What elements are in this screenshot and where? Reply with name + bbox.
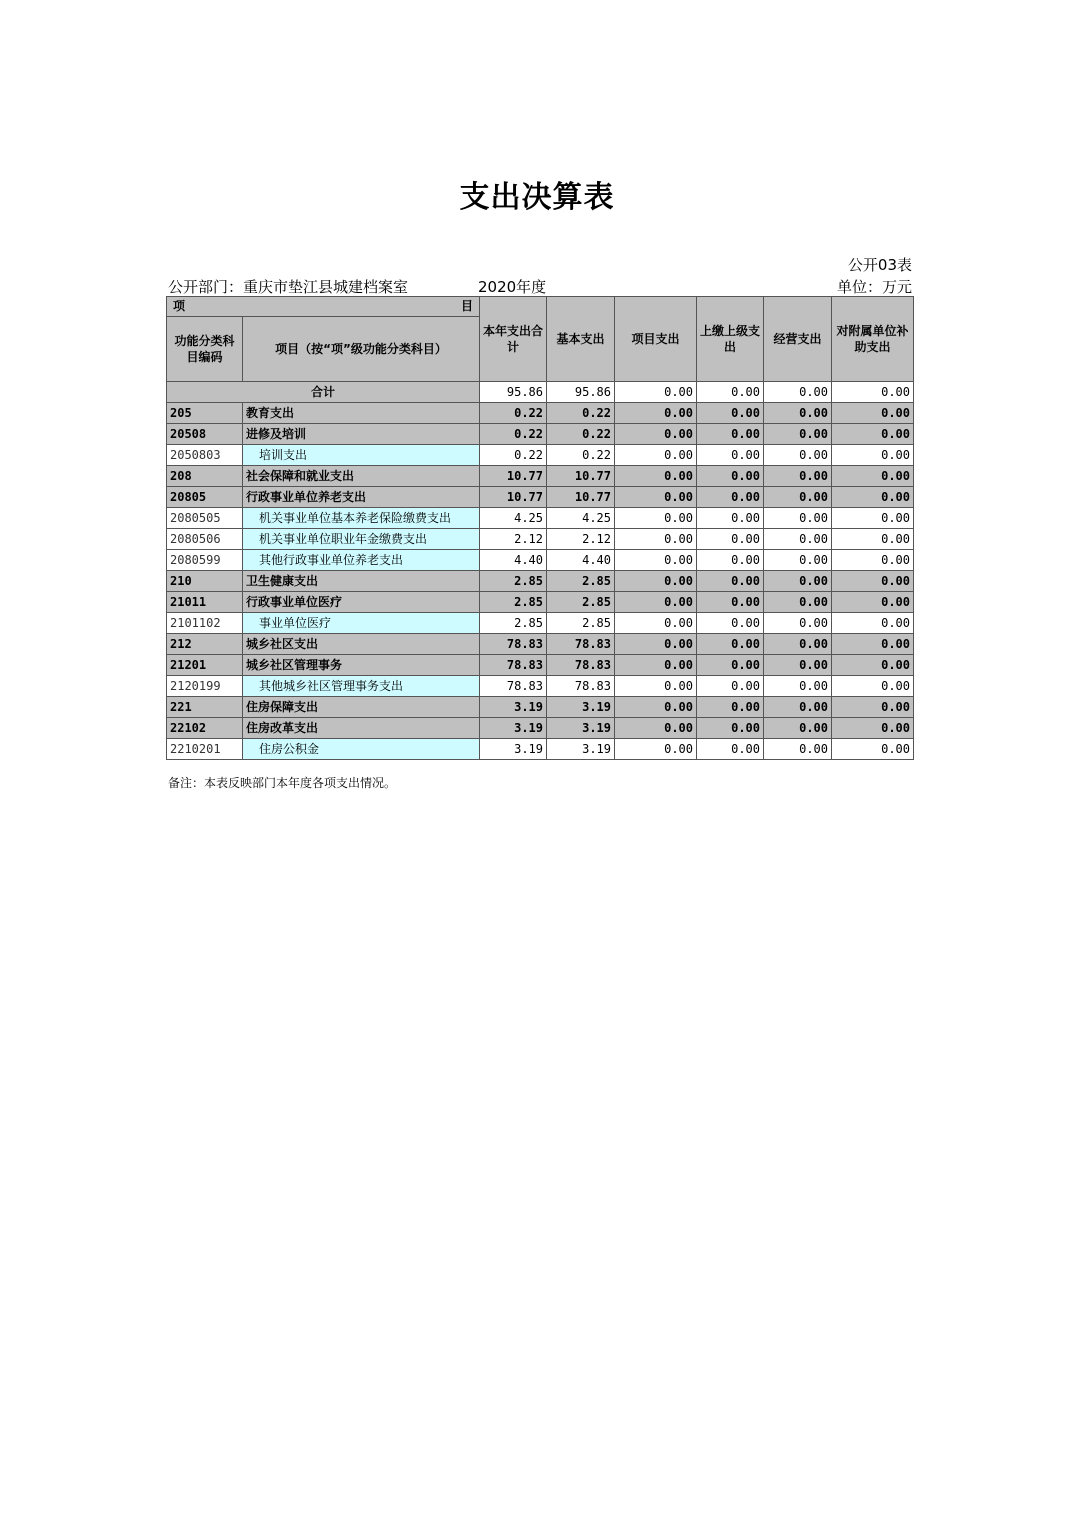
total-row [167,382,914,403]
row-value: 0.00 [615,403,697,424]
row-code: 208 [167,466,243,487]
row-value: 78.83 [480,676,547,697]
row-value: 2.85 [547,592,615,613]
table-row [167,592,914,613]
row-value: 0.00 [615,571,697,592]
row-value: 0.00 [764,424,832,445]
header-code: 功能分类科目编码 [167,316,243,381]
table-row [167,718,914,739]
row-value: 0.00 [697,424,764,445]
row-value: 0.00 [832,592,914,613]
row-name: 培训支出 [243,445,480,466]
row-value: 10.77 [480,466,547,487]
row-value: 0.00 [615,613,697,634]
row-value: 0.00 [764,676,832,697]
total-cell: 0.00 [832,382,914,403]
table-row [167,676,914,697]
page-title: 支出决算表 [459,180,615,215]
header-mu: 目 [460,299,473,314]
row-value: 0.00 [697,592,764,613]
header-subsidiary: 对附属单位补助支出 [832,297,914,382]
row-name: 住房保障支出 [243,697,480,718]
row-value: 0.00 [764,697,832,718]
row-name: 城乡社区管理事务 [243,655,480,676]
row-name: 教育支出 [243,403,480,424]
row-value: 0.00 [832,403,914,424]
table-row [167,508,914,529]
row-value: 0.22 [480,403,547,424]
row-code: 210 [167,571,243,592]
row-name: 行政事业单位医疗 [243,592,480,613]
total-label: 合计 [167,382,480,403]
row-value: 78.83 [480,634,547,655]
total-cell: 0.00 [697,382,764,403]
row-value: 0.00 [615,466,697,487]
row-value: 3.19 [547,739,615,760]
row-value: 0.00 [697,739,764,760]
row-value: 3.19 [480,718,547,739]
row-code: 21201 [167,655,243,676]
footnote: 备注：本表反映部门本年度各项支出情况。 [168,776,397,790]
row-name: 事业单位医疗 [243,613,480,634]
row-value: 0.00 [764,592,832,613]
table-row [167,487,914,508]
row-value: 0.00 [764,634,832,655]
total-cell: 95.86 [547,382,615,403]
header-xiang: 项 [173,299,186,314]
row-value: 0.22 [547,445,615,466]
row-value: 0.00 [697,466,764,487]
row-value: 0.00 [832,655,914,676]
row-value: 0.00 [697,697,764,718]
row-value: 0.00 [697,403,764,424]
row-code: 20508 [167,424,243,445]
row-value: 10.77 [480,487,547,508]
row-value: 0.00 [832,613,914,634]
table-body [167,382,914,760]
row-value: 0.00 [697,613,764,634]
row-code: 2080599 [167,550,243,571]
row-code: 2210201 [167,739,243,760]
row-value: 0.22 [480,424,547,445]
row-value: 0.00 [764,466,832,487]
form-number: 公开03表 [847,256,912,274]
row-value: 0.00 [615,739,697,760]
row-value: 2.85 [480,571,547,592]
row-value: 2.85 [547,613,615,634]
row-value: 0.00 [697,550,764,571]
row-value: 3.19 [547,718,615,739]
row-value: 0.00 [615,445,697,466]
row-value: 0.00 [615,634,697,655]
row-value: 0.00 [697,676,764,697]
row-code: 20805 [167,487,243,508]
row-value: 0.00 [764,550,832,571]
row-value: 0.00 [697,487,764,508]
row-value: 0.00 [615,487,697,508]
row-value: 0.00 [697,529,764,550]
row-value: 0.00 [832,739,914,760]
row-value: 0.00 [832,571,914,592]
row-value: 0.00 [832,529,914,550]
row-code: 2080505 [167,508,243,529]
row-name: 社会保障和就业支出 [243,466,480,487]
row-value: 0.00 [764,571,832,592]
table-row [167,403,914,424]
row-value: 0.00 [764,445,832,466]
row-code: 21011 [167,592,243,613]
table-row [167,424,914,445]
row-value: 2.85 [480,613,547,634]
row-value: 2.12 [480,529,547,550]
table-row [167,739,914,760]
header-xiang-mu [167,297,480,317]
row-code: 2080506 [167,529,243,550]
row-name: 进修及培训 [243,424,480,445]
row-code: 212 [167,634,243,655]
row-code: 221 [167,697,243,718]
row-value: 0.00 [832,718,914,739]
row-value: 0.00 [697,655,764,676]
expenditure-table [166,296,914,760]
table-row [167,634,914,655]
table-row [167,466,914,487]
table-row [167,571,914,592]
row-value: 78.83 [547,676,615,697]
row-value: 10.77 [547,466,615,487]
header-project: 项目支出 [615,297,697,382]
table-row [167,613,914,634]
unit-label: 单位：万元 [836,278,912,296]
row-value: 0.00 [615,508,697,529]
row-value: 4.40 [547,550,615,571]
row-value: 0.00 [764,739,832,760]
row-value: 4.40 [480,550,547,571]
row-value: 0.00 [697,718,764,739]
row-value: 0.00 [615,592,697,613]
row-value: 0.00 [764,529,832,550]
row-value: 3.19 [547,697,615,718]
row-value: 0.00 [764,403,832,424]
row-value: 0.00 [832,676,914,697]
row-name: 住房改革支出 [243,718,480,739]
row-code: 2101102 [167,613,243,634]
row-value: 4.25 [480,508,547,529]
total-cell: 0.00 [615,382,697,403]
row-name: 其他城乡社区管理事务支出 [243,676,480,697]
department-line [168,276,547,297]
row-value: 0.00 [615,550,697,571]
row-value: 2.12 [547,529,615,550]
row-name: 机关事业单位职业年金缴费支出 [243,529,480,550]
row-value: 10.77 [547,487,615,508]
row-value: 0.00 [832,424,914,445]
row-code: 22102 [167,718,243,739]
row-value: 0.00 [615,676,697,697]
row-value: 0.00 [764,718,832,739]
table-row [167,529,914,550]
header-total: 本年支出合计 [480,297,547,382]
row-value: 4.25 [547,508,615,529]
row-name: 行政事业单位养老支出 [243,487,480,508]
row-name: 住房公积金 [243,739,480,760]
row-value: 0.00 [832,634,914,655]
row-value: 78.83 [480,655,547,676]
table-row [167,445,914,466]
row-code: 205 [167,403,243,424]
row-value: 0.00 [615,655,697,676]
row-value: 0.22 [480,445,547,466]
row-value: 0.00 [832,445,914,466]
row-name: 其他行政事业单位养老支出 [243,550,480,571]
row-name: 卫生健康支出 [243,571,480,592]
row-value: 0.00 [615,529,697,550]
row-code: 2050803 [167,445,243,466]
department-label: 公开部门：重庆市垫江县城建档案室 [168,278,409,296]
fiscal-year: 2020年度 [478,278,547,296]
row-value: 0.00 [764,487,832,508]
row-value: 0.00 [832,487,914,508]
table-row [167,550,914,571]
row-name: 城乡社区支出 [243,634,480,655]
row-value: 78.83 [547,655,615,676]
row-value: 0.00 [832,550,914,571]
row-value: 2.85 [547,571,615,592]
row-value: 0.22 [547,424,615,445]
table-row [167,655,914,676]
table-row [167,697,914,718]
row-value: 0.00 [697,508,764,529]
row-name: 机关事业单位基本养老保险缴费支出 [243,508,480,529]
row-value: 0.00 [615,424,697,445]
row-value: 0.00 [832,466,914,487]
row-value: 0.00 [697,634,764,655]
row-code: 2120199 [167,676,243,697]
row-value: 0.00 [764,613,832,634]
row-value: 3.19 [480,697,547,718]
row-value: 0.00 [764,655,832,676]
header-name: 项目（按“项”级功能分类科目） [243,316,480,381]
row-value: 0.00 [832,697,914,718]
row-value: 2.85 [480,592,547,613]
header-basic: 基本支出 [547,297,615,382]
row-value: 0.22 [547,403,615,424]
row-value: 0.00 [832,508,914,529]
header-upper: 上缴上级支出 [697,297,764,382]
row-value: 0.00 [764,508,832,529]
row-value: 3.19 [480,739,547,760]
total-cell: 0.00 [764,382,832,403]
row-value: 0.00 [615,697,697,718]
row-value: 0.00 [697,571,764,592]
header-row-top [167,297,914,317]
header-business: 经营支出 [764,297,832,382]
total-cell: 95.86 [480,382,547,403]
row-value: 0.00 [697,445,764,466]
row-value: 78.83 [547,634,615,655]
row-value: 0.00 [615,718,697,739]
